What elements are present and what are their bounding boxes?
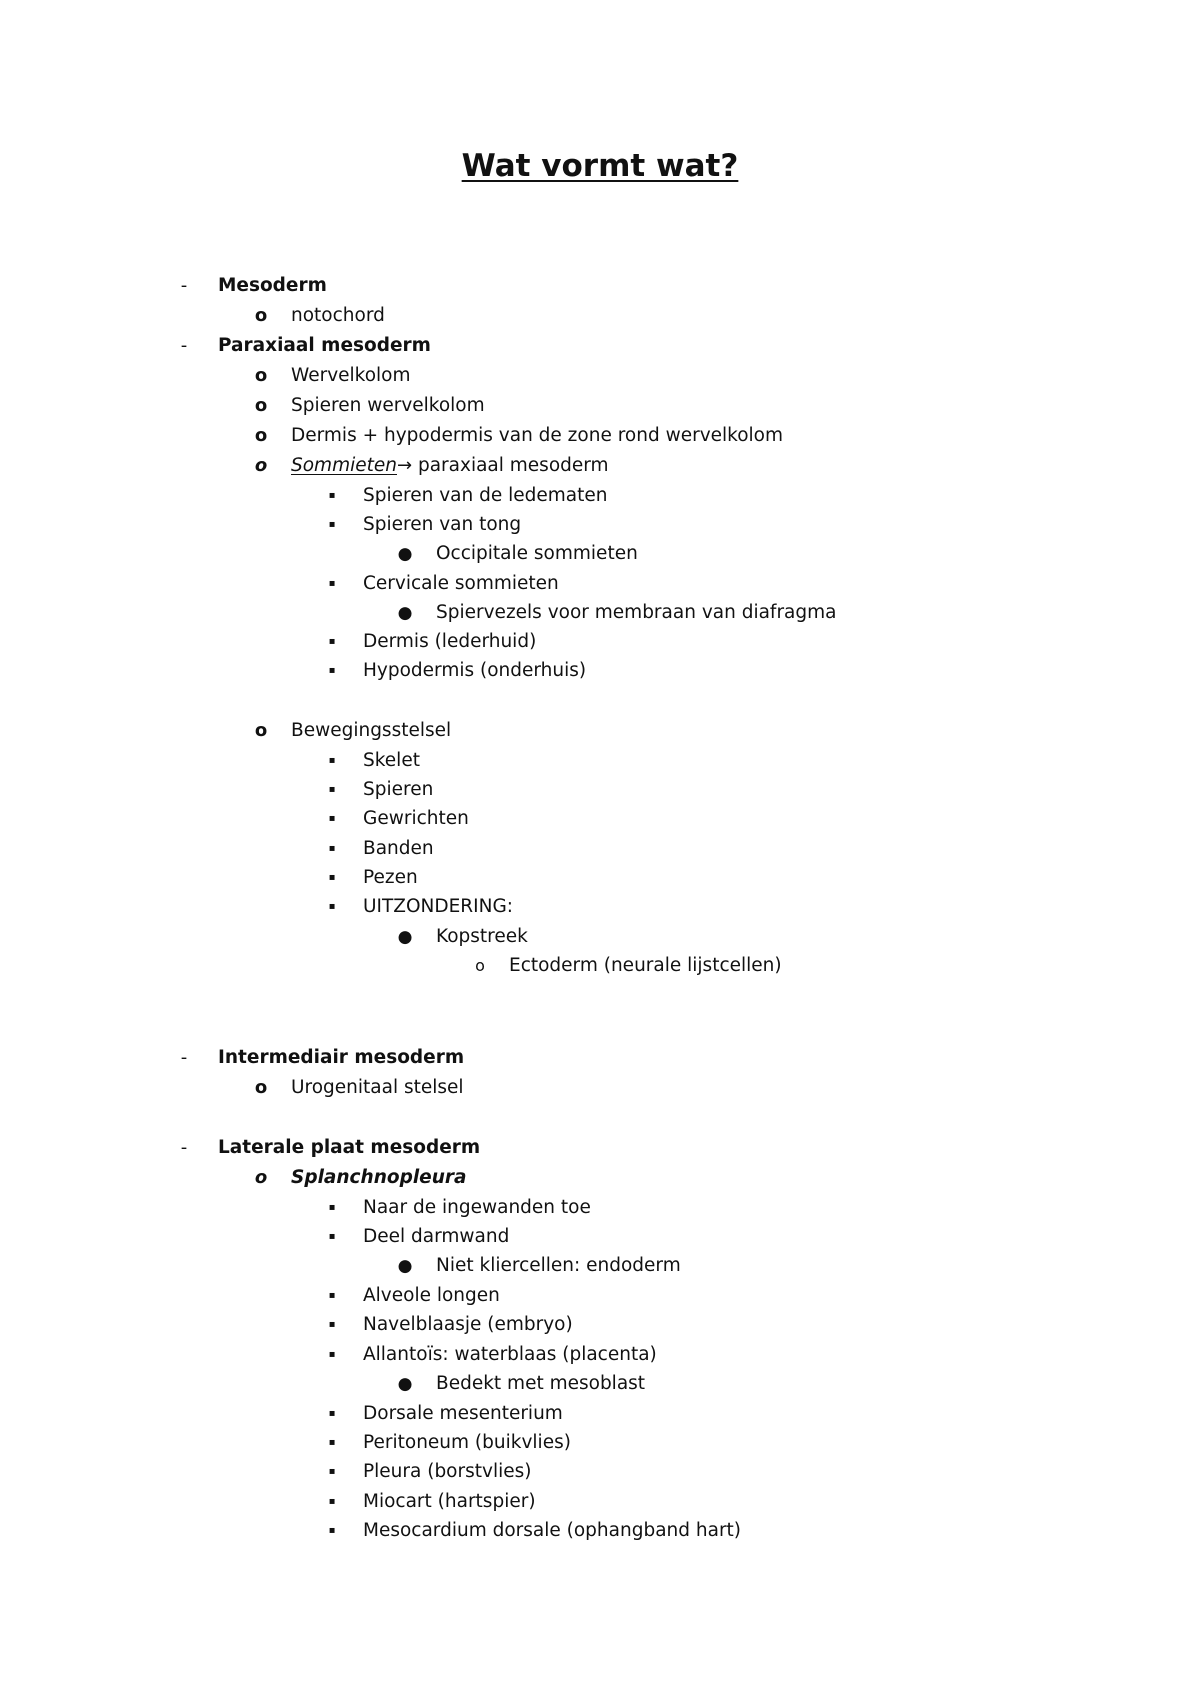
list-item-text: Bewegingsstelsel — [291, 720, 452, 741]
square-bullet: ▪ — [328, 872, 336, 883]
square-bullet: ▪ — [328, 1408, 336, 1419]
list-item — [0, 1516, 1200, 1546]
list-item — [0, 746, 1200, 776]
section-heading-intermediair: Intermediair mesoderm — [218, 1047, 465, 1068]
circle-bullet: o — [254, 395, 268, 416]
dot-bullet: ● — [397, 1256, 413, 1276]
dot-bullet: ● — [397, 544, 413, 564]
square-bullet: ▪ — [328, 578, 336, 589]
dot-bullet: ● — [397, 603, 413, 623]
square-bullet: ▪ — [328, 636, 336, 647]
list-item — [0, 804, 1200, 834]
list-item-text: Cervicale sommieten — [363, 573, 559, 594]
list-item-text: Urogenitaal stelsel — [291, 1077, 464, 1098]
circle-bullet: o — [254, 1077, 268, 1098]
list-item — [0, 863, 1200, 893]
list-item — [0, 301, 1200, 331]
square-bullet: ▪ — [328, 1437, 336, 1448]
list-item-text: Banden — [363, 838, 434, 859]
list-item-text: Allantoïs: waterblaas (placenta) — [363, 1344, 657, 1365]
section-heading-lateraal: Laterale plaat mesoderm — [218, 1137, 481, 1158]
list-item-text: notochord — [291, 305, 385, 326]
list-item — [0, 1043, 1200, 1073]
list-item-text: Spieren wervelkolom — [291, 395, 485, 416]
square-bullet: ▪ — [328, 519, 336, 530]
list-item — [0, 1487, 1200, 1517]
list-item-text: Peritoneum (buikvlies) — [363, 1432, 571, 1453]
list-item — [0, 892, 1200, 922]
sommieten-rest: paraxiaal mesoderm — [412, 455, 609, 476]
list-item-text: Hypodermis (onderhuis) — [363, 660, 587, 681]
list-item — [0, 539, 1200, 569]
list-item-text: Spieren — [363, 779, 434, 800]
list-item-text: Navelblaasje (embryo) — [363, 1314, 573, 1335]
list-item-text: Ectoderm (neurale lijstcellen) — [509, 955, 782, 976]
list-item — [0, 1251, 1200, 1281]
dot-bullet: ● — [397, 927, 413, 947]
list-item-text: Deel darmwand — [363, 1226, 510, 1247]
list-item — [0, 656, 1200, 686]
list-item — [0, 510, 1200, 540]
square-bullet: ▪ — [328, 843, 336, 854]
dash-bullet: - — [180, 335, 188, 356]
list-item — [0, 627, 1200, 657]
dash-bullet: - — [180, 275, 188, 296]
list-item-text: Pezen — [363, 867, 418, 888]
list-item-text: Kopstreek — [436, 926, 528, 947]
square-bullet: ▪ — [328, 1319, 336, 1330]
dot-bullet: ● — [397, 1374, 413, 1394]
square-bullet: ▪ — [328, 490, 336, 501]
circle-bullet: o — [254, 720, 268, 741]
list-item-text: Miocart (hartspier) — [363, 1491, 536, 1512]
list-item — [0, 716, 1200, 746]
square-bullet: ▪ — [328, 665, 336, 676]
list-item-text: Niet kliercellen: endoderm — [436, 1255, 681, 1276]
square-bullet: ▪ — [328, 1349, 336, 1360]
dash-bullet: - — [180, 1137, 188, 1158]
list-item — [0, 1281, 1200, 1311]
list-item — [0, 1163, 1200, 1193]
list-item — [0, 922, 1200, 952]
list-item-text: Pleura (borstvlies) — [363, 1461, 532, 1482]
circle-bullet: o — [254, 305, 268, 326]
list-item-text: Gewrichten — [363, 808, 469, 829]
sommieten-line — [291, 451, 609, 481]
list-item — [0, 1222, 1200, 1252]
circle-bullet: o — [254, 425, 268, 446]
list-item-text: Naar de ingewanden toe — [363, 1197, 591, 1218]
circle-bullet: o — [254, 455, 268, 476]
list-item — [0, 598, 1200, 628]
splanchnopleura-label: Splanchnopleura — [291, 1167, 467, 1188]
square-bullet: ▪ — [328, 1525, 336, 1536]
square-bullet: ▪ — [328, 901, 336, 912]
list-item — [0, 1073, 1200, 1103]
circle-bullet: o — [254, 365, 268, 386]
section-heading-mesoderm: Mesoderm — [218, 275, 327, 296]
list-item — [0, 1457, 1200, 1487]
arrow-icon: → — [397, 455, 413, 476]
list-item — [0, 569, 1200, 599]
square-bullet: ▪ — [328, 1290, 336, 1301]
list-item-text: UITZONDERING: — [363, 896, 514, 917]
square-bullet: ▪ — [328, 1466, 336, 1477]
square-bullet: ▪ — [328, 755, 336, 766]
list-item-text: Spieren van de ledematen — [363, 485, 608, 506]
list-item — [0, 1340, 1200, 1370]
list-item — [0, 1399, 1200, 1429]
list-item — [0, 391, 1200, 421]
list-item — [0, 1428, 1200, 1458]
list-item — [0, 775, 1200, 805]
sommieten-label: Sommieten — [291, 455, 397, 476]
list-item-text: Dermis (lederhuid) — [363, 631, 537, 652]
list-item-text: Occipitale sommieten — [436, 543, 638, 564]
document-title: Wat vormt wat? — [461, 148, 739, 184]
square-bullet: ▪ — [328, 1202, 336, 1213]
list-item-text: Dermis + hypodermis van de zone rond wervelkolom — [291, 425, 784, 446]
square-bullet: ▪ — [328, 1496, 336, 1507]
circle-bullet: o — [254, 1167, 268, 1188]
list-item-text: Bedekt met mesoblast — [436, 1373, 646, 1394]
list-item-text: Spiervezels voor membraan van diafragma — [436, 602, 837, 623]
list-item — [0, 271, 1200, 301]
list-item — [0, 361, 1200, 391]
list-item — [0, 331, 1200, 361]
list-item-text: Wervelkolom — [291, 365, 411, 386]
square-bullet: ▪ — [328, 813, 336, 824]
section-heading-paraxiaal: Paraxiaal mesoderm — [218, 335, 431, 356]
list-item-text: Alveole longen — [363, 1285, 500, 1306]
circle-bullet: o — [475, 956, 485, 975]
list-item — [0, 421, 1200, 451]
list-item — [0, 481, 1200, 511]
list-item — [0, 1369, 1200, 1399]
list-item-text: Skelet — [363, 750, 420, 771]
list-item-text: Mesocardium dorsale (ophangband hart) — [363, 1520, 742, 1541]
dash-bullet: - — [180, 1047, 188, 1068]
list-item — [0, 1133, 1200, 1163]
list-item — [0, 1310, 1200, 1340]
list-item-text: Spieren van tong — [363, 514, 522, 535]
list-item-text: Dorsale mesenterium — [363, 1403, 563, 1424]
list-item — [0, 951, 1200, 981]
list-item — [0, 834, 1200, 864]
list-item — [0, 451, 1200, 481]
list-item — [0, 1193, 1200, 1223]
square-bullet: ▪ — [328, 784, 336, 795]
square-bullet: ▪ — [328, 1231, 336, 1242]
